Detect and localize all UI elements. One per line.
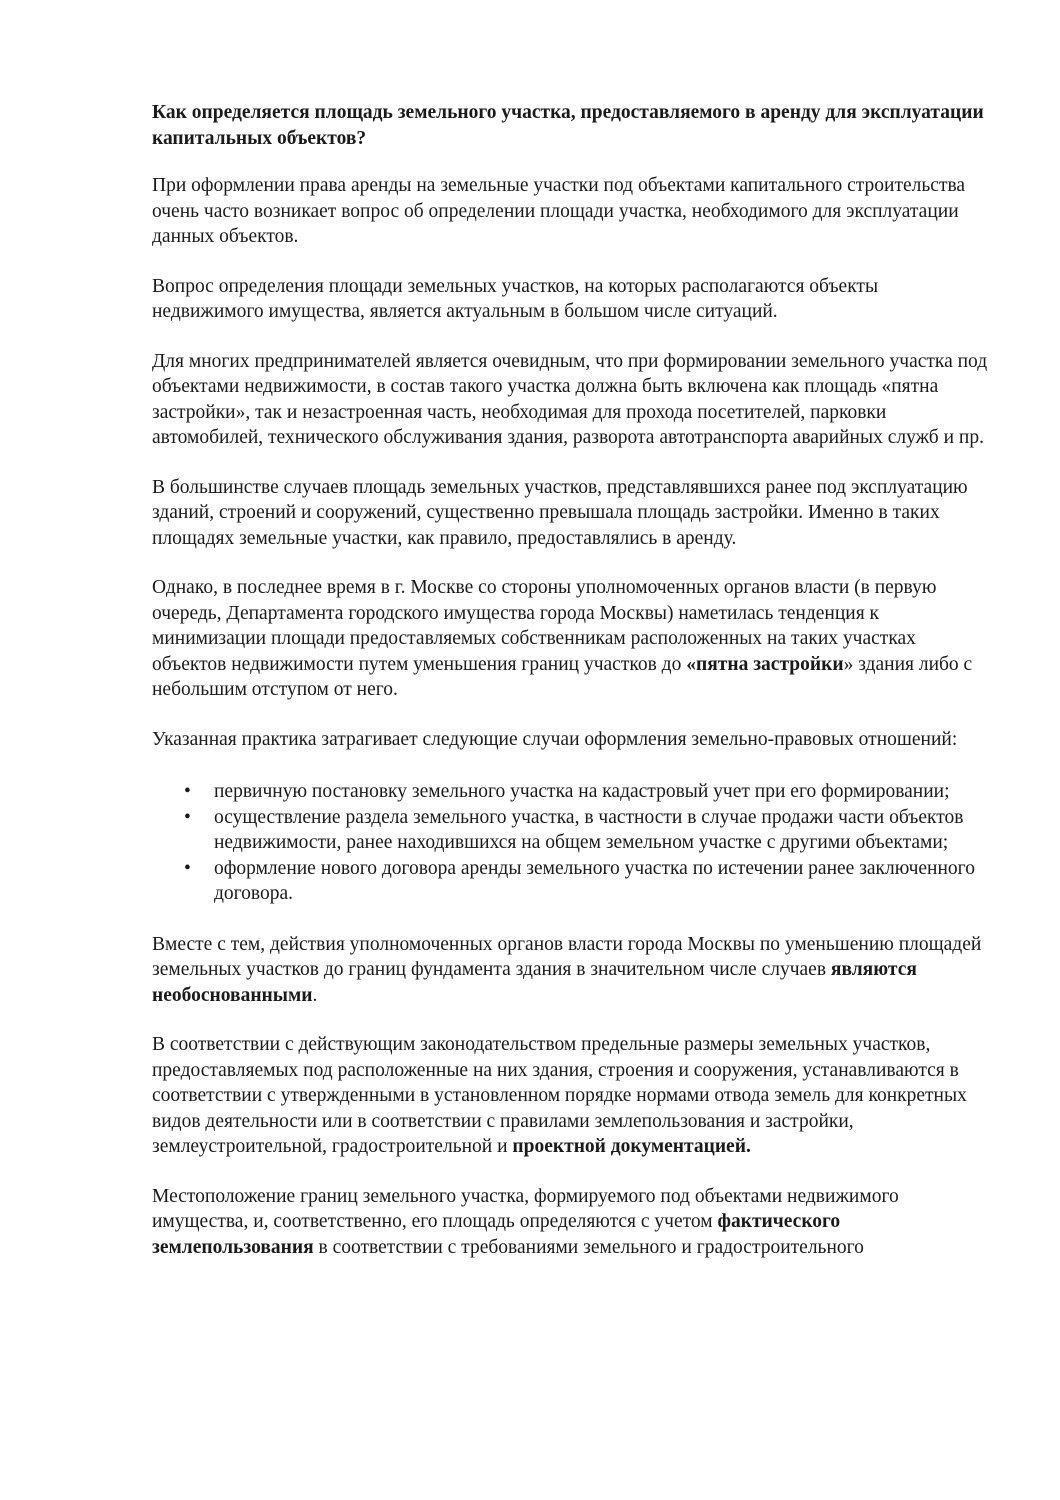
paragraph-4: В большинстве случаев площадь земельных участков, представлявшихся ранее под эксплуатацию зданий, строений и сооружений, существенно превышала площадь застройки. Именно в таких площадях земельные участки, как правило, предоставлялись в аренду. [152,476,968,549]
paragraph-8-text-a: В соответствии с действующим законодательством предельные размеры земельных участков, предоставляемых под расположенные на них здания, строения и сооружения, устанавливаются в соответствии с утвержденными в установленном порядке нормами отвода земель для конкретных видов деятельности или в соответствии с правилами землепользования и застройки, землеустроительной, градостроительной и [152,1034,967,1157]
paragraph-9-text-c: в соответствии с требованиями земельного и градостроительного [313,1236,864,1258]
paragraph-3: Для многих предпринимателей является очевидным, что при формировании земельного участка под объектами недвижимости, в состав такого участка должна быть включена как площадь «пятна застройки», так и незастроенная часть, необходимая для прохода посетителей, парковки автомобилей, технического обслуживания здания, разворота автотранспорта аварийных служб и пр. [152,350,988,448]
document-page [152,100,992,1284]
paragraph-5 [152,575,992,703]
list-item-text: осуществление раздела земельного участка, в частности в случае продажи части объектов недвижимости, ранее находившихся на общем земельном участке с другими объектами; [214,806,964,853]
paragraph-7-text-a: Вместе с тем, действия уполномоченных органов власти города Москвы по уменьшению площадей земельных участков до границ фундамента здания в значительном числе случаев [152,933,982,980]
paragraph-2: Вопрос определения площади земельных участков, на которых располагаются объекты недвижимого имущества, является актуальным в большом числе ситуаций. [152,275,879,322]
list-item [152,779,992,805]
paragraph-7-bold: являются необоснованными [152,959,917,1006]
paragraph-7 [152,932,992,1009]
bullet-glyph: • [184,781,191,802]
list-item-text: оформление нового договора аренды земельного участка по истечении ранее заключенного договора. [214,857,975,904]
list-item-text: первичную постановку земельного участка на кадастровый учет при его формировании; [214,781,950,802]
paragraph-9-bold: фактического землепользования [152,1211,841,1258]
paragraph-7-text-c: . [312,984,318,1006]
paragraph-9-text-a: Местоположение границ земельного участка, формируемого под объектами недвижимого имущества, и, соответственно, его площадь определяются с учетом [152,1185,899,1232]
paragraph-5-bold: «пятна застройки [686,653,844,675]
bullet-list [152,779,992,907]
paragraph-5-text-a: Однако, в последнее время в г. Москве со стороны уполномоченных органов власти (в первую очередь, Департамента городского имущества города Москвы) наметилась тенденция к минимизации площади предоставляемых собственникам расположенных на таких участках объектов недвижимости путем уменьшения границ участков до [152,577,937,675]
paragraph-8 [152,1032,992,1160]
paragraph-9 [152,1184,992,1261]
list-item [152,805,992,856]
paragraph-5-text-c: » здания либо с небольшим отступом от него. [152,653,973,700]
paragraph-6: Указанная практика затрагивает следующие случаи оформления земельно-правовых отношений: [152,728,958,750]
paragraph-1: При оформлении права аренды на земельные участки под объектами капитального строительства очень часто возникает вопрос об определении площади участка, необходимого для эксплуатации данных объектов. [152,175,966,247]
bullet-glyph: • [184,857,191,879]
paragraph-8-bold: проектной документацией. [512,1136,751,1157]
bullet-glyph: • [184,806,191,828]
document-title: Как определяется площадь земельного участка, предоставляемого в аренду для эксплуатации капитальных объектов? [152,102,984,149]
list-item [152,856,992,907]
